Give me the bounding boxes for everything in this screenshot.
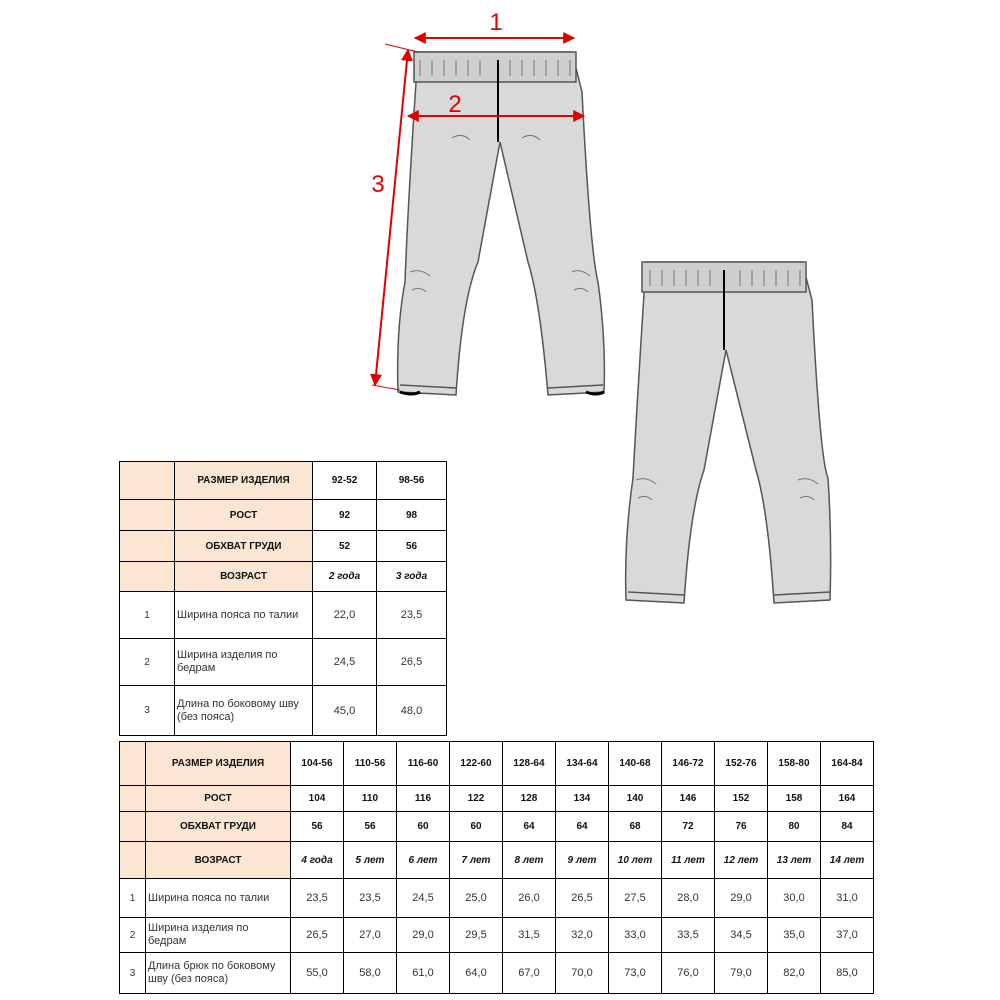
table-row xyxy=(120,918,874,953)
chest-cell: 56 xyxy=(344,812,397,842)
height-cell: 92 xyxy=(313,500,377,531)
height-cell: 164 xyxy=(821,786,874,812)
header-label: ВОЗРАСТ xyxy=(175,562,313,592)
measure-name: Ширина пояса по талии xyxy=(175,592,313,639)
age-cell: 8 лет xyxy=(503,842,556,879)
size-cell: 146-72 xyxy=(662,742,715,786)
measure-label-3: 3 xyxy=(371,171,385,198)
size-table-large xyxy=(119,741,874,994)
measure-label-2: 2 xyxy=(448,91,462,118)
size-cell: 116-60 xyxy=(397,742,450,786)
measure-value: 27,0 xyxy=(344,918,397,953)
measure-name: Ширина пояса по талии xyxy=(146,879,291,918)
measure-value: 35,0 xyxy=(768,918,821,953)
height-cell: 98 xyxy=(377,500,447,531)
chest-cell: 64 xyxy=(556,812,609,842)
age-cell: 11 лет xyxy=(662,842,715,879)
chest-cell: 52 xyxy=(313,531,377,562)
header-label: РАЗМЕР ИЗДЕЛИЯ xyxy=(146,742,291,786)
chest-cell: 64 xyxy=(503,812,556,842)
large-table-body xyxy=(120,742,874,994)
table-row xyxy=(120,953,874,994)
measure-name: Длина по боковому шву (без пояса) xyxy=(175,686,313,736)
measure-value: 82,0 xyxy=(768,953,821,994)
measure-value: 32,0 xyxy=(556,918,609,953)
age-cell: 12 лет xyxy=(715,842,768,879)
size-cell: 152-76 xyxy=(715,742,768,786)
measure-value: 67,0 xyxy=(503,953,556,994)
row-number: 1 xyxy=(120,592,175,639)
corner-cell xyxy=(120,786,146,812)
measure-value: 28,0 xyxy=(662,879,715,918)
height-cell: 110 xyxy=(344,786,397,812)
measure-value: 27,5 xyxy=(609,879,662,918)
measure-name: Ширина изделия по бедрам xyxy=(175,639,313,686)
chest-cell: 80 xyxy=(768,812,821,842)
measure-value: 23,5 xyxy=(344,879,397,918)
measure-value: 26,5 xyxy=(377,639,447,686)
size-cell: 140-68 xyxy=(609,742,662,786)
measure-value: 73,0 xyxy=(609,953,662,994)
measure-value: 79,0 xyxy=(715,953,768,994)
corner-cell xyxy=(120,842,146,879)
measure-value: 24,5 xyxy=(397,879,450,918)
table-row xyxy=(120,879,874,918)
header-row-size xyxy=(120,742,874,786)
height-cell: 134 xyxy=(556,786,609,812)
chest-cell: 72 xyxy=(662,812,715,842)
height-cell: 152 xyxy=(715,786,768,812)
size-cell: 122-60 xyxy=(450,742,503,786)
size-cell: 92-52 xyxy=(313,462,377,500)
header-row-chest xyxy=(120,812,874,842)
measure-value: 85,0 xyxy=(821,953,874,994)
age-cell: 7 лет xyxy=(450,842,503,879)
chest-cell: 60 xyxy=(397,812,450,842)
measure-value: 76,0 xyxy=(662,953,715,994)
measure-value: 58,0 xyxy=(344,953,397,994)
measure-value: 45,0 xyxy=(313,686,377,736)
height-cell: 104 xyxy=(291,786,344,812)
row-number: 2 xyxy=(120,918,146,953)
measure-value: 26,5 xyxy=(556,879,609,918)
pants-back-view xyxy=(626,262,831,603)
age-cell: 13 лет xyxy=(768,842,821,879)
header-label: ОБХВАТ ГРУДИ xyxy=(175,531,313,562)
measure-value: 31,0 xyxy=(821,879,874,918)
age-cell: 3 года xyxy=(377,562,447,592)
measure-value: 26,0 xyxy=(503,879,556,918)
chest-cell: 56 xyxy=(291,812,344,842)
measure-value: 29,0 xyxy=(397,918,450,953)
measure-name: Длина брюк по боковому шву (без пояса) xyxy=(146,953,291,994)
height-cell: 158 xyxy=(768,786,821,812)
measure-value: 24,5 xyxy=(313,639,377,686)
measure-value: 70,0 xyxy=(556,953,609,994)
age-cell: 4 года xyxy=(291,842,344,879)
size-cell: 158-80 xyxy=(768,742,821,786)
chest-cell: 84 xyxy=(821,812,874,842)
size-cell: 98-56 xyxy=(377,462,447,500)
height-cell: 122 xyxy=(450,786,503,812)
corner-cell xyxy=(120,742,146,786)
measure-value: 26,5 xyxy=(291,918,344,953)
row-number: 1 xyxy=(120,879,146,918)
chest-cell: 68 xyxy=(609,812,662,842)
measure-value: 30,0 xyxy=(768,879,821,918)
measure-value: 29,0 xyxy=(715,879,768,918)
corner-cell xyxy=(120,531,175,562)
header-label: РОСТ xyxy=(175,500,313,531)
header-label: ОБХВАТ ГРУДИ xyxy=(146,812,291,842)
size-cell: 104-56 xyxy=(291,742,344,786)
header-row-age xyxy=(120,842,874,879)
row-number: 3 xyxy=(120,686,175,736)
height-cell: 146 xyxy=(662,786,715,812)
corner-cell xyxy=(120,562,175,592)
measure-value: 31,5 xyxy=(503,918,556,953)
measure-value: 64,0 xyxy=(450,953,503,994)
corner-cell xyxy=(120,812,146,842)
header-label: ВОЗРАСТ xyxy=(146,842,291,879)
measure-value: 23,5 xyxy=(377,592,447,639)
measure-value: 33,5 xyxy=(662,918,715,953)
measure-label-1: 1 xyxy=(489,9,503,36)
measure-value: 55,0 xyxy=(291,953,344,994)
corner-cell xyxy=(120,462,175,500)
chest-cell: 60 xyxy=(450,812,503,842)
row-number: 3 xyxy=(120,953,146,994)
age-cell: 2 года xyxy=(313,562,377,592)
header-label: РОСТ xyxy=(146,786,291,812)
corner-cell xyxy=(120,500,175,531)
size-cell: 110-56 xyxy=(344,742,397,786)
age-cell: 6 лет xyxy=(397,842,450,879)
height-cell: 140 xyxy=(609,786,662,812)
age-cell: 9 лет xyxy=(556,842,609,879)
measure-value: 29,5 xyxy=(450,918,503,953)
measure-name: Ширина изделия по бедрам xyxy=(146,918,291,953)
age-cell: 10 лет xyxy=(609,842,662,879)
measure-value: 61,0 xyxy=(397,953,450,994)
row-number: 2 xyxy=(120,639,175,686)
chest-cell: 76 xyxy=(715,812,768,842)
measure-value: 23,5 xyxy=(291,879,344,918)
chest-cell: 56 xyxy=(377,531,447,562)
measure-value: 25,0 xyxy=(450,879,503,918)
header-row-height xyxy=(120,786,874,812)
age-cell: 14 лет xyxy=(821,842,874,879)
measure-value: 34,5 xyxy=(715,918,768,953)
size-cell: 128-64 xyxy=(503,742,556,786)
size-cell: 134-64 xyxy=(556,742,609,786)
size-table-small xyxy=(119,461,447,736)
size-cell: 164-84 xyxy=(821,742,874,786)
measure-value: 48,0 xyxy=(377,686,447,736)
measure-value: 37,0 xyxy=(821,918,874,953)
measure-value: 33,0 xyxy=(609,918,662,953)
age-cell: 5 лет xyxy=(344,842,397,879)
header-label: РАЗМЕР ИЗДЕЛИЯ xyxy=(175,462,313,500)
height-cell: 128 xyxy=(503,786,556,812)
pants-front-view xyxy=(398,52,605,395)
height-cell: 116 xyxy=(397,786,450,812)
measure-value: 22,0 xyxy=(313,592,377,639)
